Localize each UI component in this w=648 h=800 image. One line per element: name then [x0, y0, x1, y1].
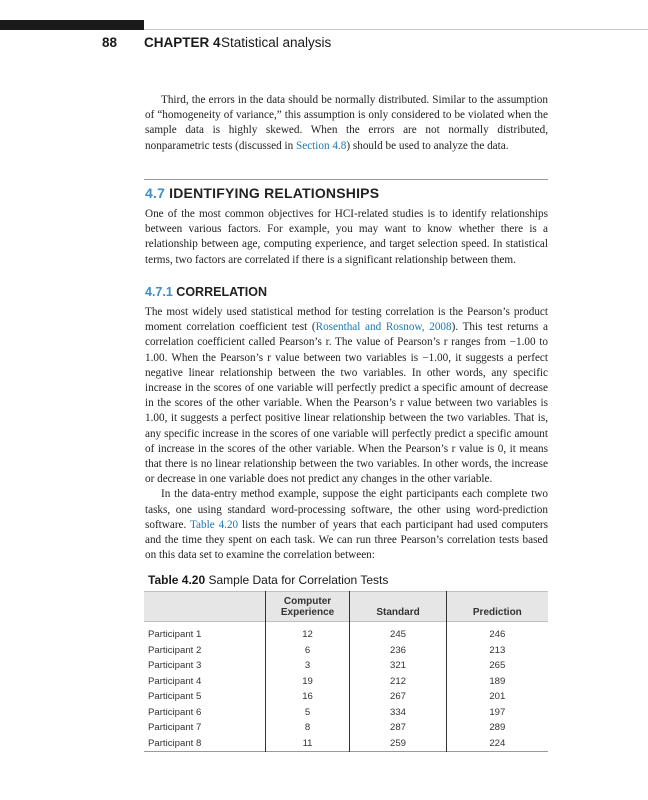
- table-row: [144, 689, 548, 705]
- participant-name: Participant 4: [148, 675, 202, 687]
- correlation-p1-text-b: ). This test returns a correlation coefficient called Pearson’s r. The value of Pearson’s r ranges from −1.00 to 1.00. When the Pearson’s r value between two variables is −1.00, it suggests a perfect negative linear relationship between the two variables. In other words, any specific increase in the scores of one variable will perfectly predict a specific amount of decrease in the scores of the other variable. When the Pearson’s r value between two variables is 1.00, it suggests a perfect positive linear relationship between the two variables. That is, any specific increase in the scores of one variable will perfectly predict a specific amount of increase in the scores of the other variable. When the Pearson’s r value is 0, it means that there is no linear relationship between the two variables. In other words, the increase or decrease in one variable does not predict any changes in the other variable.: [145, 321, 548, 486]
- table-row: [144, 622, 548, 643]
- intro-paragraph: [145, 93, 548, 154]
- correlation-data-table: [144, 591, 548, 752]
- prediction-cell: 224: [446, 736, 548, 752]
- prediction-cell: 189: [446, 674, 548, 690]
- experience-cell: 8: [265, 720, 350, 736]
- experience-cell: 5: [265, 705, 350, 721]
- standard-cell: 259: [350, 736, 446, 752]
- prediction-cell: 265: [446, 658, 548, 674]
- subsection-heading: [145, 285, 267, 299]
- section-number: 4.7: [145, 185, 166, 201]
- header-black-bar: [0, 20, 144, 30]
- header-computer-experience: Computer Experience: [265, 592, 350, 622]
- table-row: [144, 720, 548, 736]
- table-caption: [148, 573, 388, 587]
- experience-cell: 6: [265, 643, 350, 659]
- table-caption-text: Sample Data for Correlation Tests: [208, 573, 389, 587]
- participant-name: Participant 5: [148, 691, 202, 702]
- prediction-cell: 213: [446, 643, 548, 659]
- chapter-label: CHAPTER 4: [144, 35, 221, 50]
- correlation-paragraph-1: [145, 305, 548, 487]
- table-4-20-link[interactable]: Table 4.20: [190, 518, 239, 531]
- experience-cell: 12: [265, 622, 350, 643]
- section-heading: [145, 185, 379, 201]
- participant-name: Participant 2: [148, 644, 202, 656]
- prediction-cell: 201: [446, 689, 548, 705]
- table-row: [144, 658, 548, 674]
- intro-text-2: ) should be used to analyze the data.: [346, 139, 509, 152]
- table-caption-label: Table 4.20: [148, 573, 206, 587]
- prediction-cell: 197: [446, 705, 548, 721]
- correlation-text: [145, 305, 548, 563]
- correlation-paragraph-2: [145, 487, 548, 563]
- standard-cell: 321: [350, 658, 446, 674]
- header-standard: Standard: [350, 592, 446, 622]
- chapter-title: Statistical analysis: [221, 35, 332, 50]
- participant-name: Participant 6: [148, 706, 202, 718]
- header-blank: [144, 592, 265, 622]
- experience-cell: 3: [265, 658, 350, 674]
- experience-cell: 19: [265, 674, 350, 690]
- correlation-p2-text-a: In the data-entry method example, suppose the eight participants each complete two tasks, one using standard word-processing software, the other using word-prediction software.: [145, 488, 548, 531]
- header-prediction: Prediction: [446, 592, 548, 622]
- standard-cell: 212: [350, 674, 446, 690]
- participant-name: Participant 1: [148, 629, 202, 640]
- standard-cell: 287: [350, 720, 446, 736]
- participant-name: Participant 8: [148, 737, 202, 749]
- standard-cell: 334: [350, 705, 446, 721]
- experience-cell: 11: [265, 736, 350, 752]
- prediction-cell: 289: [446, 720, 548, 736]
- header-rule: [144, 29, 648, 30]
- correlation-p2-text-b: lists the number of years that each participant had used computers and the time they spent on each task. We can run three Pearson’s correlation tests based on this data set to examine the correlation between:: [145, 518, 548, 562]
- rosenthal-citation-link[interactable]: Rosenthal and Rosnow, 2008: [315, 321, 452, 334]
- page-number: 88: [102, 35, 118, 50]
- experience-cell: 16: [265, 689, 350, 705]
- table-row: [144, 674, 548, 690]
- section-4-8-link[interactable]: Section 4.8: [296, 139, 347, 152]
- section-title: IDENTIFYING RELATIONSHIPS: [169, 185, 380, 201]
- participant-name: Participant 3: [148, 660, 202, 671]
- section-paragraph: One of the most common objectives for HCI-related studies is to identify relationships between various factors. For example, you may want to know whether there is a relationship between age, computing experience, and target selection speed. In statistical terms, two factors are correlated if there is a significant relationship between them.: [145, 208, 548, 266]
- standard-cell: 267: [350, 689, 446, 705]
- table-row: [144, 643, 548, 659]
- subsection-number: 4.7.1: [145, 285, 173, 299]
- running-head: [0, 35, 648, 53]
- table-row: [144, 705, 548, 721]
- section-divider: [144, 179, 548, 180]
- table-header-row: [144, 592, 548, 622]
- intro-text-1: Third, the errors in the data should be normally distributed. Similar to the assumption of “homogeneity of variance,” this assumption is only considered to be violated when the sample data is highly skewed. When the errors are not normally distributed, nonparametric tests (discussed in: [145, 94, 548, 152]
- subsection-title: CORRELATION: [176, 285, 268, 299]
- correlation-p1-text-a: The most widely used statistical method for testing correlation is the Pearson’s product moment correlation coefficient test (: [145, 306, 548, 334]
- table-row: [144, 736, 548, 752]
- standard-cell: 245: [350, 622, 446, 643]
- prediction-cell: 246: [446, 622, 548, 643]
- standard-cell: 236: [350, 643, 446, 659]
- participant-name: Participant 7: [148, 722, 202, 733]
